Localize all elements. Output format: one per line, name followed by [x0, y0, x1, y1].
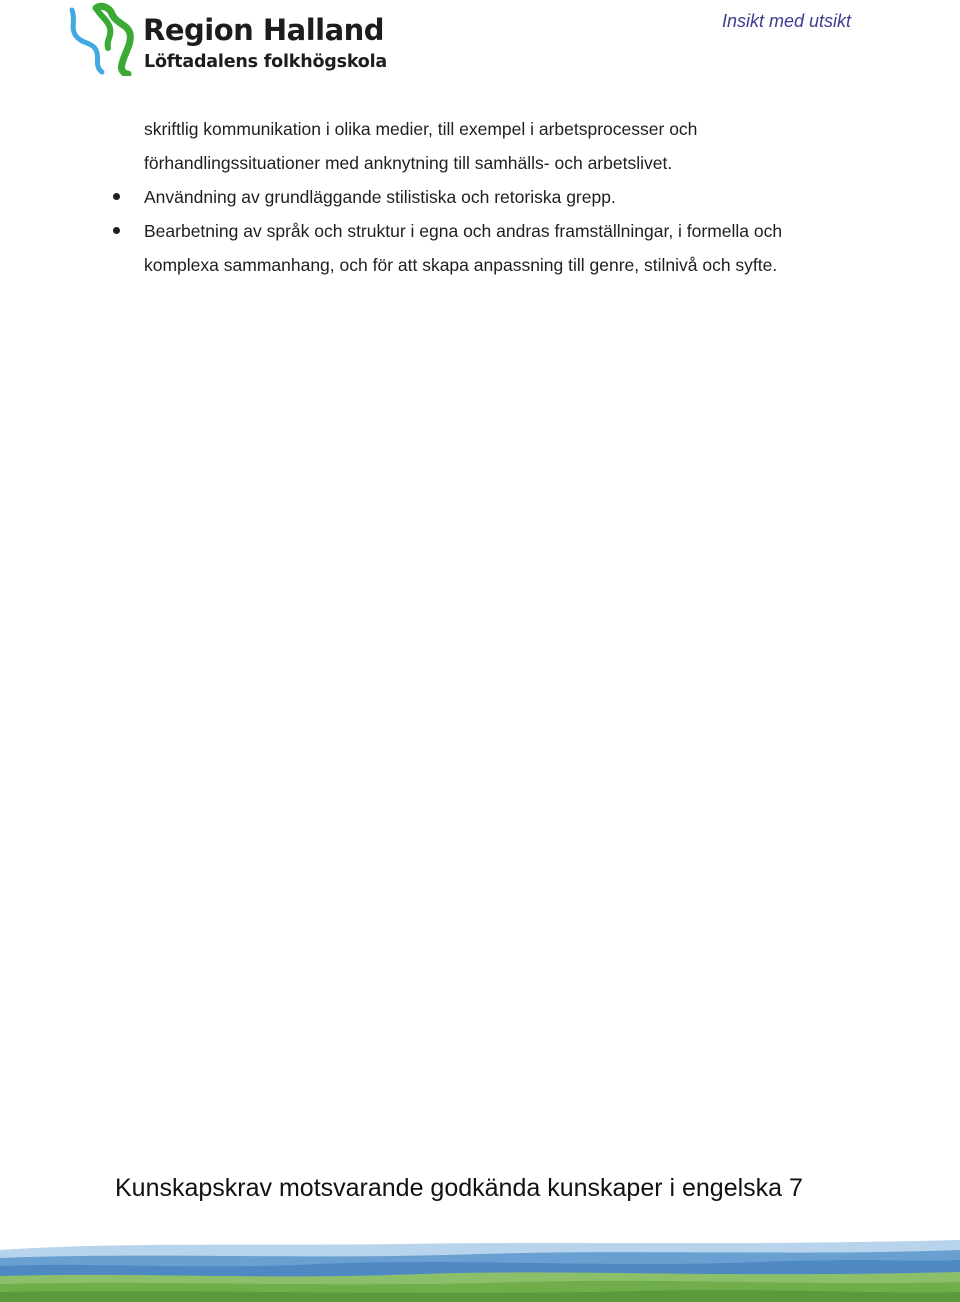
bullet-item-2 — [144, 214, 874, 282]
school-name: Löftadalens folkhögskola — [144, 52, 388, 72]
bullet-icon — [113, 227, 120, 234]
organization-name: Region Halland — [143, 13, 385, 47]
header-tagline: Insikt med utsikt — [721, 11, 851, 31]
bullet-icon — [113, 193, 120, 200]
bullet-list — [144, 180, 874, 282]
document-body — [144, 112, 874, 282]
bullet-2-line-1: Bearbetning av språk och struktur i egna och andras framställningar, i formella och — [144, 221, 783, 241]
region-halland-logo — [66, 2, 396, 78]
footer-title: Kunskapskrav motsvarande godkända kunskaper i engelska 7 — [115, 1174, 803, 1202]
bullet-1-line-1: Användning av grundläggande stilistiska och retoriska grepp. — [144, 187, 616, 207]
continuation-line-1: skriftlig kommunikation i olika medier, till exempel i arbetsprocesser och — [144, 119, 698, 139]
bullet-item-1 — [144, 180, 874, 214]
region-halland-emblem-icon — [66, 2, 134, 76]
bullet-2-line-2: komplexa sammanhang, och för att skapa anpassning till genre, stilnivå och syfte. — [144, 255, 778, 275]
landscape-banner-image — [0, 1236, 960, 1302]
continuation-line-2: förhandlingssituationer med anknytning till samhälls- och arbetslivet. — [144, 153, 673, 173]
